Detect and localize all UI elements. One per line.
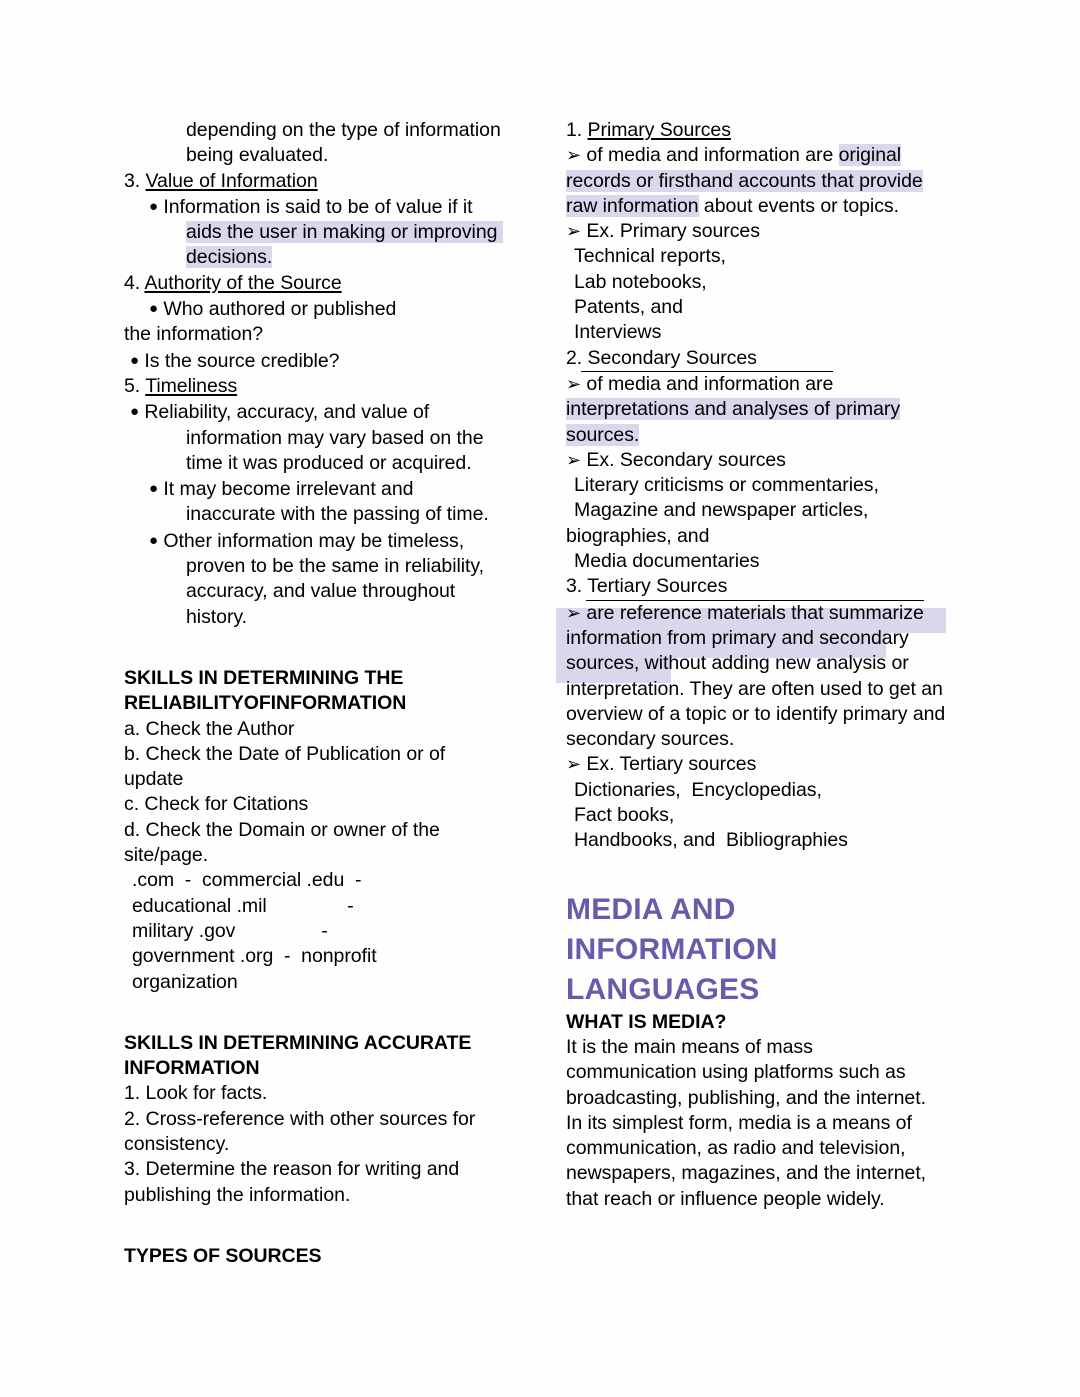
bullet-item <box>124 476 524 502</box>
media-body-line: In its simplest form, media is a means of <box>566 1111 912 1134</box>
reliability-item-wrap: update <box>124 768 184 791</box>
bullet-wrap-text: proven to be the same in reliability, <box>186 555 485 578</box>
section-heading-types-of-sources: TYPES OF SOURCES <box>124 1244 322 1267</box>
main-title-line-2: INFORMATION <box>566 932 778 966</box>
domain-line: military .gov - <box>132 919 328 942</box>
tertiary-examples-label <box>566 752 966 777</box>
tertiary-definition-line: secondary sources. <box>566 728 735 751</box>
source-type-primary <box>566 118 966 143</box>
bullet-wrap-text: history. <box>186 605 248 628</box>
bullet-text: Information is said to be of value if it <box>163 195 473 218</box>
examples-label-text: Ex. Primary sources <box>586 220 760 243</box>
bullet-dot-icon: ● <box>149 300 159 318</box>
tertiary-definition-block <box>566 600 966 753</box>
highlighted-text: raw information <box>566 194 699 217</box>
list-heading: Timeliness <box>145 374 238 397</box>
section-heading-accurate-cont: INFORMATION <box>124 1057 260 1080</box>
examples-label-text: Ex. Secondary sources <box>586 448 786 471</box>
arrow-bullet-icon: ➢ <box>566 145 582 166</box>
example-item-wrap: biographies, and <box>566 524 710 547</box>
example-item: Patents, and <box>574 296 683 319</box>
primary-definition-line <box>566 143 966 168</box>
bullet-text: It may become irrelevant and <box>163 478 414 501</box>
example-item: Dictionaries, Encyclopedias, <box>574 778 822 801</box>
bullet-item <box>124 528 524 554</box>
tertiary-definition-line: interpretation. They are often used to get an <box>566 677 943 700</box>
example-item: Handbooks, and Bibliographies <box>574 829 848 852</box>
list-item-4 <box>124 271 524 296</box>
highlighted-text: records or firsthand accounts that provide <box>566 169 923 192</box>
highlighted-text: aids the user in making or improving decisions. <box>186 221 503 269</box>
arrow-bullet-icon: ➢ <box>566 221 582 242</box>
spacer <box>124 1208 524 1244</box>
secondary-definition-line <box>566 397 966 422</box>
example-item: Literary criticisms or commentaries, <box>574 474 879 497</box>
highlighted-text: original <box>838 144 902 167</box>
example-item: Interviews <box>574 321 662 344</box>
list-item-3 <box>124 169 524 194</box>
bullet-wrap-text: inaccurate with the passing of time. <box>186 503 489 526</box>
reliability-item: d. Check the Domain or owner of the <box>124 818 440 841</box>
list-number: 4. <box>124 271 141 294</box>
source-type-tertiary <box>566 574 966 599</box>
accurate-item-wrap: consistency. <box>124 1132 230 1155</box>
section-heading-reliability: SKILLS IN DETERMINING THE <box>124 666 404 689</box>
bullet-item <box>124 348 524 374</box>
example-item: Fact books, <box>574 804 675 827</box>
bullet-text: Is the source credible? <box>144 349 340 372</box>
arrow-bullet-icon: ➢ <box>566 449 582 470</box>
list-number: 1. <box>566 119 583 141</box>
bullet-dot-icon: ● <box>130 351 140 369</box>
media-body-line: that reach or influence people widely. <box>566 1187 885 1210</box>
example-item: Lab notebooks, <box>574 270 707 293</box>
spacer <box>124 630 524 666</box>
bullet-item <box>124 194 524 220</box>
source-type-secondary <box>566 346 966 371</box>
accurate-item: 1. Look for facts. <box>124 1082 268 1105</box>
list-number: 2. <box>566 346 583 369</box>
secondary-definition-line <box>566 423 966 448</box>
bullet-wrap-text: the information? <box>124 323 264 346</box>
source-heading: Primary Sources <box>587 119 731 141</box>
bullet-item <box>124 296 524 322</box>
right-column <box>566 118 966 1212</box>
examples-label-text: Ex. Tertiary sources <box>586 753 757 776</box>
arrow-bullet-icon: ➢ <box>566 602 582 623</box>
source-heading: Tertiary Sources <box>587 575 728 598</box>
example-item: Magazine and newspaper articles, <box>574 499 869 522</box>
bullet-wrap-text: accuracy, and value throughout <box>186 580 456 603</box>
spacer <box>566 854 966 890</box>
section-heading-reliability-cont: RELIABILITYOFINFORMATION <box>124 692 407 715</box>
continued-line: depending on the type of information <box>186 119 501 141</box>
definition-text: of media and information are <box>581 144 839 167</box>
left-column <box>124 118 524 1269</box>
list-heading: Authority of the Source <box>144 271 342 294</box>
definition-text: of media and information are <box>581 371 833 397</box>
reliability-item: a. Check the Author <box>124 717 295 740</box>
secondary-examples-label <box>566 448 966 473</box>
spacer <box>124 995 524 1031</box>
definition-text: are reference materials that summarize <box>586 600 923 626</box>
reliability-item-wrap: site/page. <box>124 844 209 867</box>
bullet-item <box>124 399 524 425</box>
continued-line: being evaluated. <box>186 144 329 167</box>
domain-line: government .org - nonprofit <box>132 945 377 968</box>
highlighted-text: sources. <box>566 423 640 446</box>
media-body-line: communication using platforms such as <box>566 1061 906 1084</box>
tertiary-definition-line: overview of a topic or to identify primary and <box>566 702 946 725</box>
list-heading: Value of Information <box>145 169 318 192</box>
bullet-text: Reliability, accuracy, and value of <box>144 401 430 424</box>
primary-definition-line <box>566 194 966 219</box>
tertiary-definition-line: sources, without adding new analysis or <box>566 652 909 675</box>
tertiary-definition-line: information from primary and secondary <box>566 626 909 649</box>
section-heading-accurate: SKILLS IN DETERMINING ACCURATE <box>124 1031 472 1054</box>
tertiary-definition-line <box>566 600 966 626</box>
list-number: 3. <box>124 169 141 192</box>
bullet-dot-icon: ● <box>149 197 159 215</box>
domain-line: educational .mil - <box>132 894 354 917</box>
media-body-line: newspapers, magazines, and the internet, <box>566 1162 927 1185</box>
main-title-line-3: LANGUAGES <box>566 972 760 1006</box>
bullet-text: Other information may be timeless, <box>163 529 465 552</box>
bullet-dot-icon: ● <box>149 531 159 549</box>
primary-examples-label <box>566 219 966 244</box>
example-item: Technical reports, <box>574 245 726 268</box>
bullet-dot-icon: ● <box>149 480 159 498</box>
bullet-dot-icon: ● <box>130 403 140 421</box>
accurate-item: 3. Determine the reason for writing and <box>124 1158 460 1181</box>
definition-text: about events or topics. <box>698 194 899 217</box>
example-item: Media documentaries <box>574 550 760 573</box>
highlighted-text: interpretations and analyses of primary <box>566 398 901 421</box>
arrow-bullet-icon: ➢ <box>566 754 582 775</box>
main-title-line-1: MEDIA AND <box>566 892 736 926</box>
list-number: 5. <box>124 374 141 397</box>
reliability-item: c. Check for Citations <box>124 793 309 816</box>
list-item-5 <box>124 374 524 399</box>
accurate-item: 2. Cross-reference with other sources for <box>124 1107 476 1130</box>
reliability-item: b. Check the Date of Publication or of <box>124 742 446 765</box>
subheading-what-is-media: WHAT IS MEDIA? <box>566 1010 727 1033</box>
bullet-text-highlighted <box>124 220 524 271</box>
secondary-definition-line <box>566 371 966 397</box>
domain-line: organization <box>132 970 238 993</box>
media-body-line: broadcasting, publishing, and the internet. <box>566 1086 926 1109</box>
domain-line: .com - commercial .edu - <box>132 869 362 892</box>
bullet-text: Who authored or published <box>163 298 397 321</box>
media-body-line: communication, as radio and television, <box>566 1137 906 1160</box>
list-number: 3. <box>566 575 583 598</box>
bullet-wrap-text: information may vary based on the <box>186 426 484 449</box>
media-body-line: It is the main means of mass <box>566 1035 813 1058</box>
arrow-bullet-icon: ➢ <box>566 373 582 394</box>
bullet-wrap-text: time it was produced or acquired. <box>186 451 472 474</box>
accurate-item-wrap: publishing the information. <box>124 1183 351 1206</box>
primary-definition-line <box>566 169 966 194</box>
source-heading: Secondary Sources <box>587 346 757 369</box>
